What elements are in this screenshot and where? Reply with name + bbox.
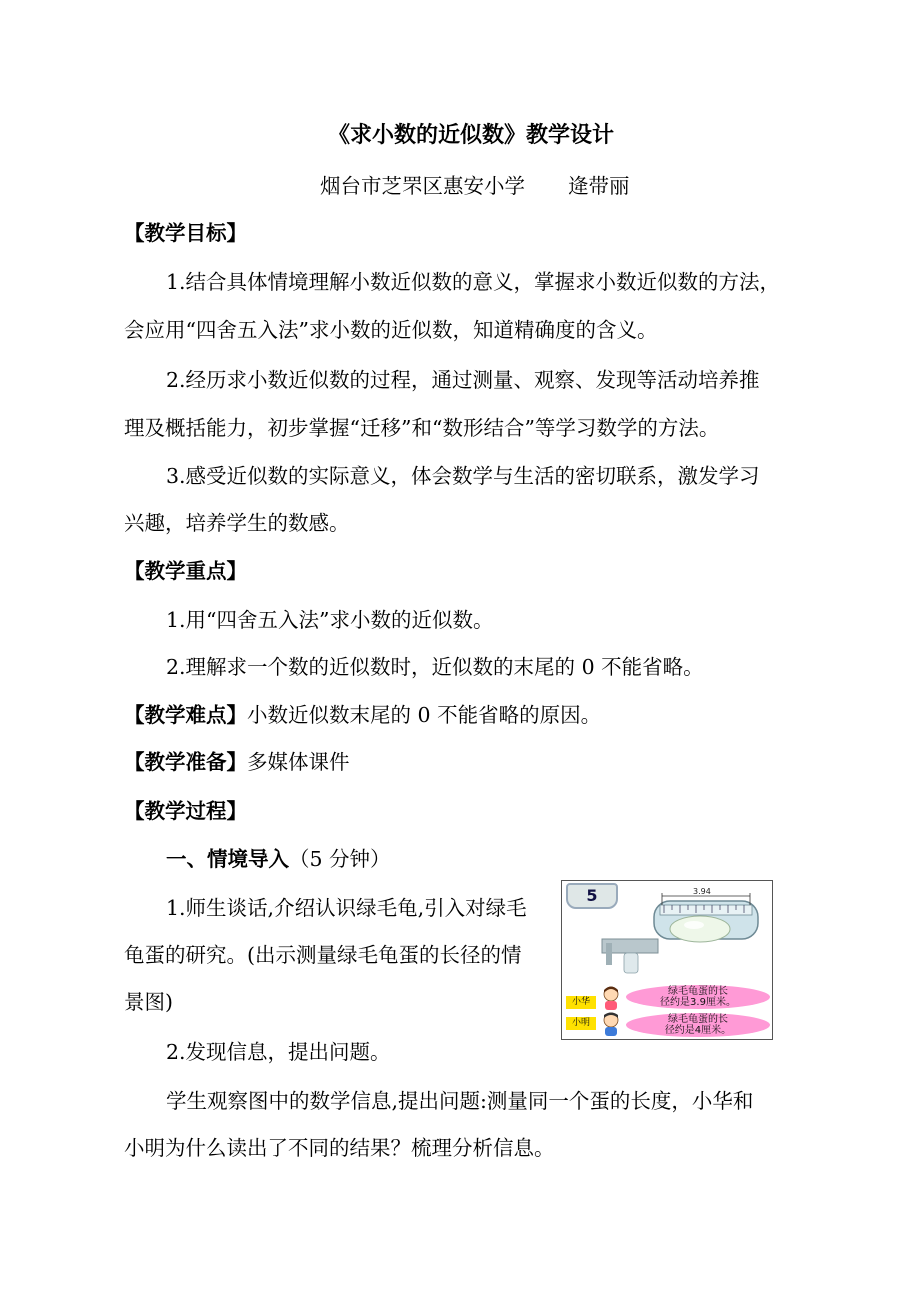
xiaoming-text-line-2: 径约是4厘米。 — [664, 1025, 732, 1036]
xiaoming-bubble — [626, 1013, 770, 1037]
xiaoming-tag: 小明 — [566, 1017, 596, 1030]
key-point-1: 1.用“四舍五入法”求小数的近似数。 — [166, 608, 494, 632]
objective-2-line-2: 理及概括能力，初步掌握“迁移”和“数形结合”等学习数学的方法。 — [124, 416, 720, 440]
difficulty-row — [124, 701, 601, 729]
objective-1-line-2: 会应用“四舍五入法”求小数的近似数，知道精确度的含义。 — [124, 318, 658, 342]
section-1-title: 一、情境导入 — [166, 847, 289, 871]
author-school: 烟台市芝罘区惠安小学 — [320, 174, 525, 198]
objective-2-line-1: 2.经历求小数近似数的过程，通过测量、观察、发现等活动培养推 — [166, 368, 760, 392]
step-3-line-1: 学生观察图中的数学信息,提出问题:测量同一个蛋的长度，小华和 — [166, 1089, 754, 1113]
step-3-line-2: 小明为什么读出了不同的结果？梳理分析信息。 — [124, 1136, 555, 1160]
xiaohua-text-line-2: 径约是3.9厘米。 — [660, 997, 736, 1008]
xiaoming-text-line-1: 绿毛龟蛋的长 — [668, 1014, 728, 1025]
objective-3-line-1: 3.感受近似数的实际意义，体会数学与生活的密切联系，激发学习 — [166, 464, 760, 488]
step-1-line-3: 景图) — [124, 990, 173, 1014]
objectives-heading: 【教学目标】 — [124, 221, 247, 245]
preparation-text: 多媒体课件 — [247, 750, 350, 774]
xiaohua-text-line-1: 绿毛龟蛋的长 — [668, 986, 728, 997]
process-heading: 【教学过程】 — [124, 799, 247, 823]
measurement-value: 3.94 — [693, 887, 711, 896]
step-1-line-2: 龟蛋的研究。(出示测量绿毛龟蛋的长径的情 — [124, 943, 522, 967]
xiaohua-tag: 小华 — [566, 996, 596, 1009]
difficulty-heading: 【教学难点】 — [124, 703, 247, 727]
figure-number-badge: 5 — [566, 883, 618, 909]
section-1-title-row — [166, 845, 391, 873]
step-2: 2.发现信息，提出问题。 — [166, 1040, 391, 1064]
section-1-time: （5 分钟） — [289, 847, 391, 871]
author-name: 逄带丽 — [568, 174, 630, 198]
difficulty-text: 小数近似数末尾的 0 不能省略的原因。 — [247, 703, 602, 727]
caliper-illustration — [562, 881, 773, 981]
key-point-2: 2.理解求一个数的近似数时，近似数的末尾的 0 不能省略。 — [166, 655, 704, 679]
egg-measurement-illustration — [561, 880, 773, 1040]
xiaohua-avatar-icon — [600, 985, 622, 1011]
document-title: 《求小数的近似数》教学设计 — [328, 123, 615, 148]
preparation-heading: 【教学准备】 — [124, 750, 247, 774]
key-points-heading: 【教学重点】 — [124, 559, 247, 583]
xiaoming-avatar-icon — [600, 1011, 622, 1037]
objective-1-line-1: 1.结合具体情境理解小数近似数的意义，掌握求小数近似数的方法， — [166, 270, 781, 294]
step-1-line-1: 1.师生谈话,介绍认识绿毛龟,引入对绿毛 — [166, 896, 527, 920]
xiaohua-bubble — [626, 985, 770, 1009]
preparation-row — [124, 748, 350, 776]
objective-3-line-2: 兴趣，培养学生的数感。 — [124, 511, 350, 535]
